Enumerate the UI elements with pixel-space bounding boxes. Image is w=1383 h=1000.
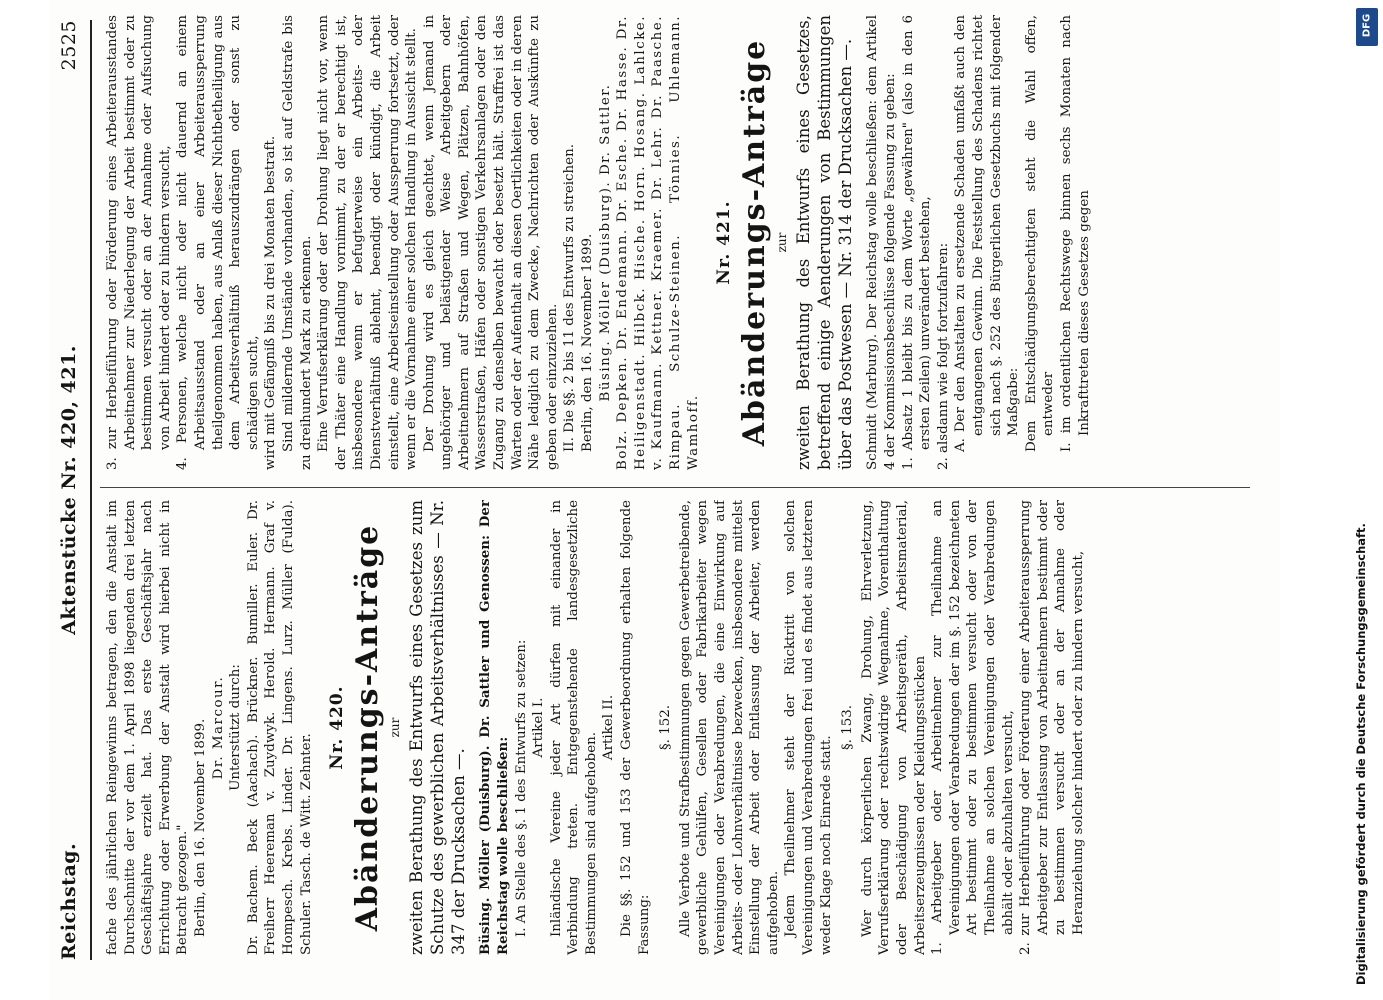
page-number: 2525 [58, 20, 80, 71]
right-column [104, 15, 1254, 470]
paragraph-152-heading: §. 152. [658, 704, 674, 751]
paragraph-153-item-1: 1. Arbeitgeber oder Arbeitnehmer zur Theilnahme an Vereinigungen oder Verabredungen der im §. 152 bezeichneten Art bestimmt oder zu bestimmen versucht oder von der Theilnahme an solchen Vereinigungen oder Verabredungen abhält oder abzuhalten versucht, [930, 500, 1016, 955]
section-number-420: Nr. 420. [327, 685, 348, 770]
signers-list: Bolz. Depken. Dr. Endemann. Dr. Esche. Dr. Hasse. Dr. Heiligenstadt. Hilbck. Hische. Horn. Hosang. Lahlcke. v. Kaufmann. Kettner. Kraemer. Dr. Lehr. Dr. Paasche. Rimpau. Schulze-Steinen. Tönnies. Uhlemann. Wamhoff. [615, 15, 701, 470]
threat-text-1: Eine Verrufserklärung oder der Drohung liegt nicht vor, wenn der Thäter eine Handlung vornimmt, zu der er berechtigt ist, insbesondere wenn er befugterweise ein Arbeits- oder Dienstverhältniß ablehnt, beendigt oder kündigt, die Arbeit einstellt, eine Arbeitseinstellung oder Aussperrung fortsetzt, oder wenn er die Vornahme einer solchen Handlung in Aussicht stellt. [316, 15, 420, 470]
sub-item-a: A. Der den Anstalten zu ersetzende Schaden umfaßt auch den entgangenen Gewinn. Die Feststellung des Schadens richtet sich nach §. 252 des Bürgerlichen Gesetzbuchs mit folgender Maßgabe: [953, 15, 1022, 452]
motion-intro-2: Schmidt (Marburg). Der Reichstag wolle beschließen: dem Artikel 4 der Kommissionsbeschlüsse folgende Fassung zu geben: [865, 15, 898, 470]
funding-note-text: Digitalisierung gefördert durch die Deutsche Forschungsgemeinschaft. [1354, 523, 1368, 985]
dfg-logo-icon [1356, 8, 1378, 46]
article-one-text: Inländische Vereine jeder Art dürfen mit einander in Verbindung treten. Entgegenstehende landesgesetzliche Bestimmungen sind aufgehoben. [548, 500, 599, 955]
motion-intro: Büsing. Möller (Duisburg). Dr. Sattler und Genossen: Der Reichstag wolle beschließen: [477, 500, 511, 955]
paragraph-153-item-2: 2. zur Herbeiführung oder Förderung einer Arbeiteraussperrung Arbeitgeber zur Entlassung von Arbeitnehmern bestimmt oder zu bestimmen versucht oder an der Annahme oder Heranziehung solcher hindert oder zu hindern versucht, [1018, 500, 1086, 955]
main-signers: Büsing. Möller (Duisburg). Dr. Sattler. [597, 83, 613, 402]
sub-item-1: 1. Absatz 1 bleibt bis zu dem Worte „gewähren" (also in den 6 ersten Zeilen) unverändert bestehen, [900, 15, 934, 470]
supporters-list: Dr. Bachem. Beck (Aachach). Brückner. Bumiller. Euler. Dr. Freiherr Heereman v. Zuydwyk. Herold. Hermann. Graf v. Hompesch. Krebs. Linder. Dr. Lingens. Lurz. Müller (Fulda). Schuler. Tasch. de Witt. Zehnter. [245, 500, 314, 955]
section-subtitle-421: zweiten Berathung des Entwurfs eines Gesetzes, betreffend einige Aenderungen von Bestimmungen über das Postwesen — Nr. 314 der Drucksachen —. [794, 15, 856, 470]
penalty-text: wird mit Gefängniß bis zu drei Monaten bestraft. [263, 135, 279, 470]
section-title-420: Abänderungs-Anträge [349, 523, 385, 932]
item-four: 4. Personen, welche nicht oder nicht dauernd an einem Arbeitsausstand oder an einer Arbeiteraussperrung theilgenommen haben, aus Anlaß dieser Nichtbetheiligung aus dem Arbeitsverhältniß herauszudrängen oder sonst zu schädigen sucht, [175, 15, 261, 470]
date-line-2: Berlin, den 16. November 1899. [580, 233, 596, 452]
section-subtitle-420: zweiten Berathung des Entwurfs eines Gesetzes zum Schutze des gewerblichen Arbeitsverhältnisses — Nr. 347 der Drucksachen —. [407, 500, 469, 955]
mitigating-text: Sind mildernde Umstände vorhanden, so ist auf Geldstrafe bis zu dreihundert Mark zu erkennen. [280, 15, 314, 470]
zur-label-2: zur [774, 232, 789, 253]
date-line: Berlin, den 16. November 1899. [192, 718, 208, 937]
header-rule [90, 20, 92, 960]
threat-text-2: Der Drohung wird es gleich geachtet, wenn Jemand in ungehöriger und belästigender Weise Arbeitgebern oder Arbeitnehmern auf Straßen und Wegen, Plätzen, Bahnhöfen, Wasserstraßen, Häfen oder sonstigen Verkehrsanlagen oder den Zugang zu denselben bewacht oder besetzt hält. Straffrei ist das Warten oder der Aufenthalt an diesen Oertlichkeiten oder in deren Nähe lediglich zu dem Zwecke, Nachrichten oder Auskünfte zu geben oder einzuziehen. [421, 15, 560, 470]
continuation-text: fache des jährlichen Reingewinns betragen, den die Anstalt im Durchschnitte der vor dem 1. April 1898 liegenden drei letzten Geschäftsjahre erzielt hat. Das erste Geschäftsjahr nach Errichtung oder Erwerbung der Anstalt wird hierbei nicht in Betracht gezogen." [105, 500, 191, 955]
left-column [104, 500, 1254, 955]
paragraph-153-text: Wer durch körperlichen Zwang, Drohung, Ehrverletzung, Verrufserklärung oder rechtswidrige Wegnahme, Vorenthaltung oder Beschädigung von Arbeitsgeräth, Arbeitsmaterial, Arbeitserzeugnissen oder Kleidungsstücken [859, 500, 928, 955]
section-number-421: Nr. 421. [714, 200, 735, 285]
header-left: Reichstag. [58, 842, 80, 960]
sub-item-roman-1: I. im ordentlichen Rechtswege binnen sechs Monaten nach Inkrafttreten dieses Gesetzes gegen [1058, 15, 1092, 452]
item-three: 3. zur Herbeiführung oder Förderung eines Arbeiterausstandes Arbeitnehmer zur Niederlegung der Arbeit bestimmt oder zu bestimmen versucht oder an der Annahme oder Aufsuchung von Arbeit hindert oder zu hindern versucht, [105, 15, 173, 470]
article-two-heading: Artikel II. [601, 694, 617, 761]
article-two-text: Die §§. 152 und 153 der Gewerbeordnung erhalten folgende Fassung: [619, 500, 652, 955]
header-center: Aktenstücke Nr. 420, 421. [58, 345, 80, 635]
supported-label: Unterstützt durch: [228, 664, 244, 791]
point-two: II. Die §§. 2 bis 11 des Entwurfs zu streichen. [562, 144, 578, 452]
sub-item-a2: Dem Entschädigungsberechtigten steht die Wahl offen, entweder [1023, 15, 1057, 452]
paragraph-153-heading: §. 153. [840, 704, 856, 751]
column-divider [100, 487, 1250, 488]
point-one: I. An Stelle des §. 1 des Entwurfs zu setzen: [513, 639, 529, 937]
paragraph-152-text-2: Jedem Theilnehmer steht der Rücktritt von solchen Vereinigungen und Verabredungen frei und es findet aus letzteren weder Klage noch Einrede statt. [783, 500, 834, 955]
section-title-421: Abänderungs-Anträge [736, 38, 772, 447]
digitization-note [1352, 0, 1382, 1000]
paragraph-152-text: Alle Verbote und Strafbestimmungen gegen Gewerbetreibende, gewerbliche Gehülfen, Gesellen oder Fabrikarbeiter wegen Vereinigungen oder Verabredungen, die eine Einwirkung auf Arbeits- oder Lohnverhältnisse bezwecken, insbesondere mittelst Einstellung der Arbeit oder Entlassung der Arbeiter, werden aufgehoben. [677, 500, 781, 955]
dfg-logo-text: DFG [1361, 13, 1373, 38]
zur-label: zur [387, 717, 402, 738]
rotated-document-page [50, 0, 1280, 1000]
running-header [54, 20, 88, 960]
sub-item-2: 2. alsdann wie folgt fortzufahren: [935, 242, 951, 470]
article-one-heading: Artikel I. [531, 697, 547, 758]
proposer-name: Dr. Marcour. [210, 675, 226, 780]
